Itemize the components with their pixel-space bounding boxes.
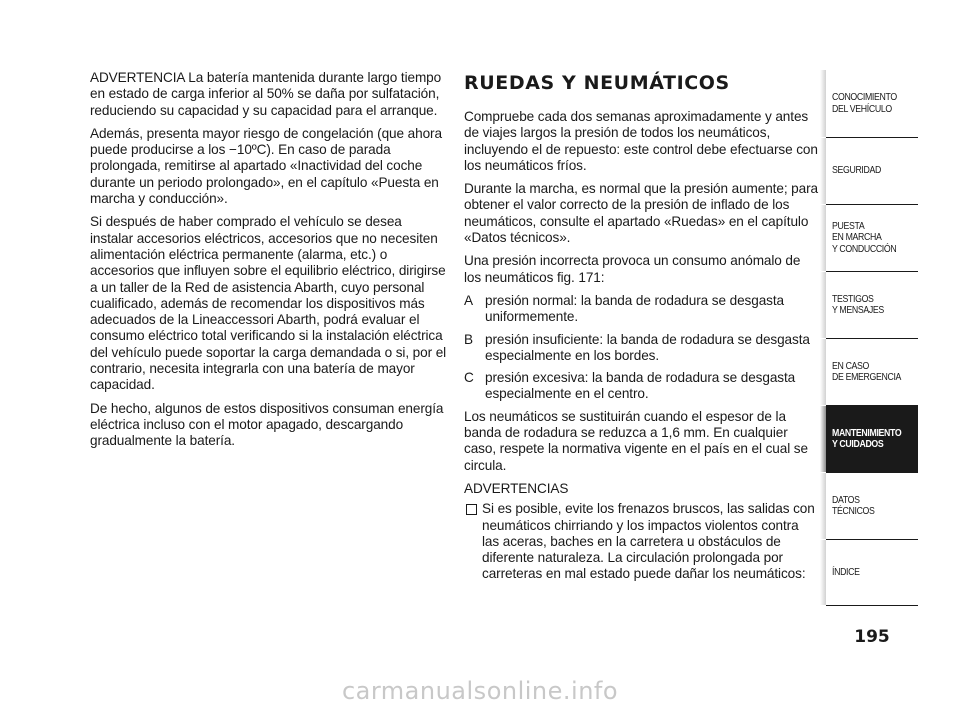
paragraph: Además, presenta mayor riesgo de congelación (que ahora puede producirse a los −10ºC). En caso de parada prolongada, remitirse al apartado «Inactividad del coche durante un periodo prolongado», en el capítulo «Puesta en marcha y conducción». — [90, 125, 442, 207]
paragraph: Compruebe cada dos semanas aproximadamente y antes de viajes largos la presión de todos los neumáticos, incluyendo el de repuesto: este control debe efectuarse con los neumáticos fríos. — [464, 109, 818, 173]
tab-label: TESTIGOS Y MENSAJES — [832, 293, 884, 316]
tab-datos-tecnicos[interactable] — [826, 472, 918, 539]
right-column — [464, 72, 818, 583]
list-item — [464, 332, 818, 365]
paragraph: Durante la marcha, es normal que la presión aumente; para obtener el valor correcto de la presión de inflado de los neumáticos, consulte el apartado «Ruedas» en el capítulo «Datos técnicos». — [464, 181, 818, 246]
paragraph: Si después de haber comprado el vehículo se desea instalar accesorios eléctricos, accesorios que no necesiten alimentación eléctrica permanente (alarma, etc.) o accesorios que influyen sobre el equilibrio eléctrico, dirigirse a un taller de la Red de asistencia Abarth, cuyo personal cualificado, además de recomendar los dispositivos más adecuados de la Lineaccessori Abarth, podrá evaluar el consumo eléctrico total verificando si la instalación eléctrica del vehículo puede soportar la carga demandada o si, por el contrario, necesita integrarla con una batería de mayor capacidad. — [90, 214, 447, 393]
page-number: 195 — [854, 627, 890, 647]
tab-label: PUESTA EN MARCHA Y CONDUCCIÓN — [832, 220, 897, 255]
warning-bullet — [464, 501, 818, 582]
tab-label: MANTENIMIENTO Y CUIDADOS — [832, 427, 902, 450]
list-text: presión insuficiente: la banda de rodadura se desgasta especialmente en los bordes. — [485, 331, 810, 363]
chapter-tabs — [826, 70, 918, 606]
tab-conocimiento-del-vehiculo[interactable] — [826, 70, 918, 137]
section-heading: RUEDAS Y NEUMÁTICOS — [464, 72, 730, 94]
tab-indice[interactable] — [826, 539, 918, 606]
tab-label: DATOS TÉCNICOS — [832, 494, 875, 517]
list-text: presión excesiva: la banda de rodadura se desgasta especialmente en el centro. — [485, 370, 796, 402]
tab-en-caso-de-emergencia[interactable] — [826, 338, 918, 405]
list-letter: B — [464, 331, 473, 347]
list-item — [464, 293, 818, 326]
list-letter: C — [464, 370, 474, 386]
paragraph: De hecho, algunos de estos dispositivos consuman energía eléctrica incluso con el motor apagado, descargando gradualmente la batería. — [90, 400, 444, 449]
list-letter: A — [464, 292, 473, 308]
checkbox-bullet-icon — [466, 504, 477, 515]
tab-label: EN CASO DE EMERGENCIA — [832, 360, 902, 383]
paragraph: Una presión incorrecta provoca un consumo anómalo de los neumáticos fig. 171: — [464, 253, 801, 285]
list-item — [464, 370, 818, 403]
warnings-title: ADVERTENCIAS — [464, 480, 569, 496]
paragraph: Los neumáticos se sustituirán cuando el espesor de la banda de rodadura se reduzca a 1,6 mm. En cualquier caso, respete la normativa vigente en el país en el cual se circula. — [464, 408, 808, 473]
tab-label: CONOCIMIENTO DEL VEHÍCULO — [832, 92, 897, 115]
tab-label: SEGURIDAD — [832, 165, 881, 177]
list-text: presión normal: la banda de rodadura se desgasta uniformemente. — [485, 292, 784, 325]
left-column — [90, 70, 448, 457]
tab-puesta-en-marcha[interactable] — [826, 204, 918, 271]
paragraph: ADVERTENCIA La batería mantenida durante largo tiempo en estado de carga inferior al 50% se daña por sulfatación, reduciendo su capacidad y su capacidad para el arranque. — [90, 70, 442, 118]
tab-mantenimiento-y-cuidados[interactable] — [826, 405, 918, 472]
tab-label: ÍNDICE — [832, 566, 860, 578]
tab-seguridad[interactable] — [826, 137, 918, 204]
bullet-text: Si es posible, evite los frenazos bruscos, las salidas con neumáticos chirriando y los impactos violentos contra las aceras, baches en la carretera u obstáculos de diferente naturaleza. La circulación prolongada por carreteras en mal estado puede dañar los neumáticos: — [482, 501, 815, 582]
tab-testigos-y-mensajes[interactable] — [826, 271, 918, 338]
watermark: carmanualsonline.info — [341, 677, 619, 705]
